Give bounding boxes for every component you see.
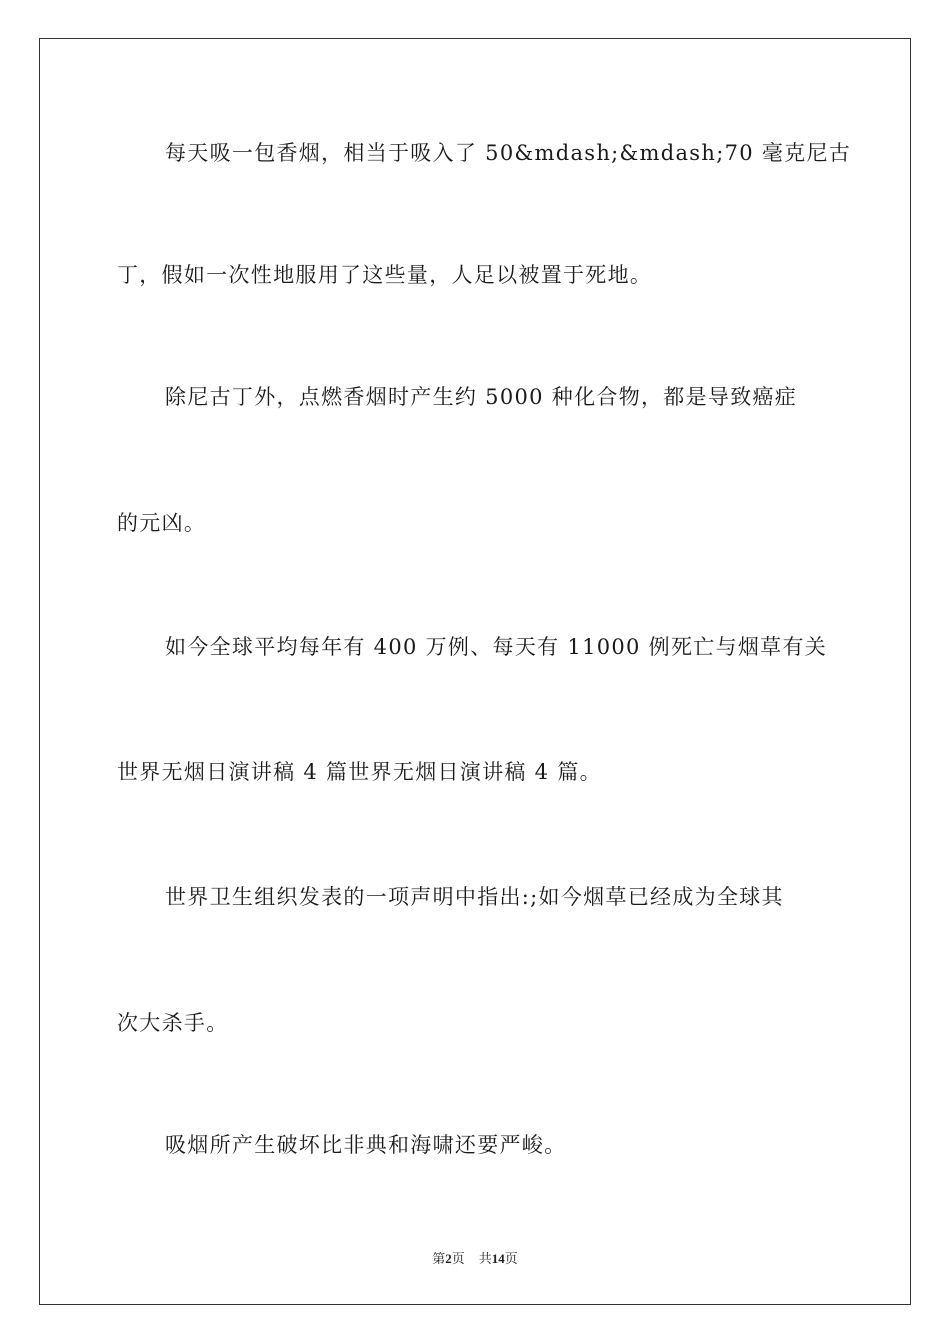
paragraph-4-line-1: 世界卫生组织发表的一项声明中指出:;如今烟草已经成为全球其 <box>165 885 784 909</box>
page-frame <box>39 38 911 1305</box>
paragraph-2-line-2: 的元凶。 <box>117 511 207 535</box>
total-suffix: 页 <box>504 1251 518 1266</box>
page-prefix: 第 <box>432 1251 446 1266</box>
page-suffix: 页 <box>451 1251 465 1266</box>
page-number: 2 <box>445 1251 452 1266</box>
paragraph-3-line-2: 世界无烟日演讲稿 4 篇世界无烟日演讲稿 4 篇。 <box>117 760 602 784</box>
page-footer <box>0 1248 950 1267</box>
paragraph-1-line-1: 每天吸一包香烟，相当于吸入了 50&mdash;&mdash;70 毫克尼古 <box>165 141 852 165</box>
paragraph-5-line-1: 吸烟所产生破坏比非典和海啸还要严峻。 <box>165 1133 567 1157</box>
paragraph-2-line-1: 除尼古丁外，点燃香烟时产生约 5000 种化合物，都是导致癌症 <box>165 385 798 409</box>
total-prefix: 共 <box>478 1251 492 1266</box>
paragraph-4-line-2: 次大杀手。 <box>117 1011 229 1035</box>
paragraph-1-line-2: 丁，假如一次性地服用了这些量，人足以被置于死地。 <box>117 263 653 287</box>
total-pages: 14 <box>491 1251 505 1266</box>
paragraph-3-line-1: 如今全球平均每年有 400 万例、每天有 11000 例死亡与烟草有关 <box>165 635 828 659</box>
